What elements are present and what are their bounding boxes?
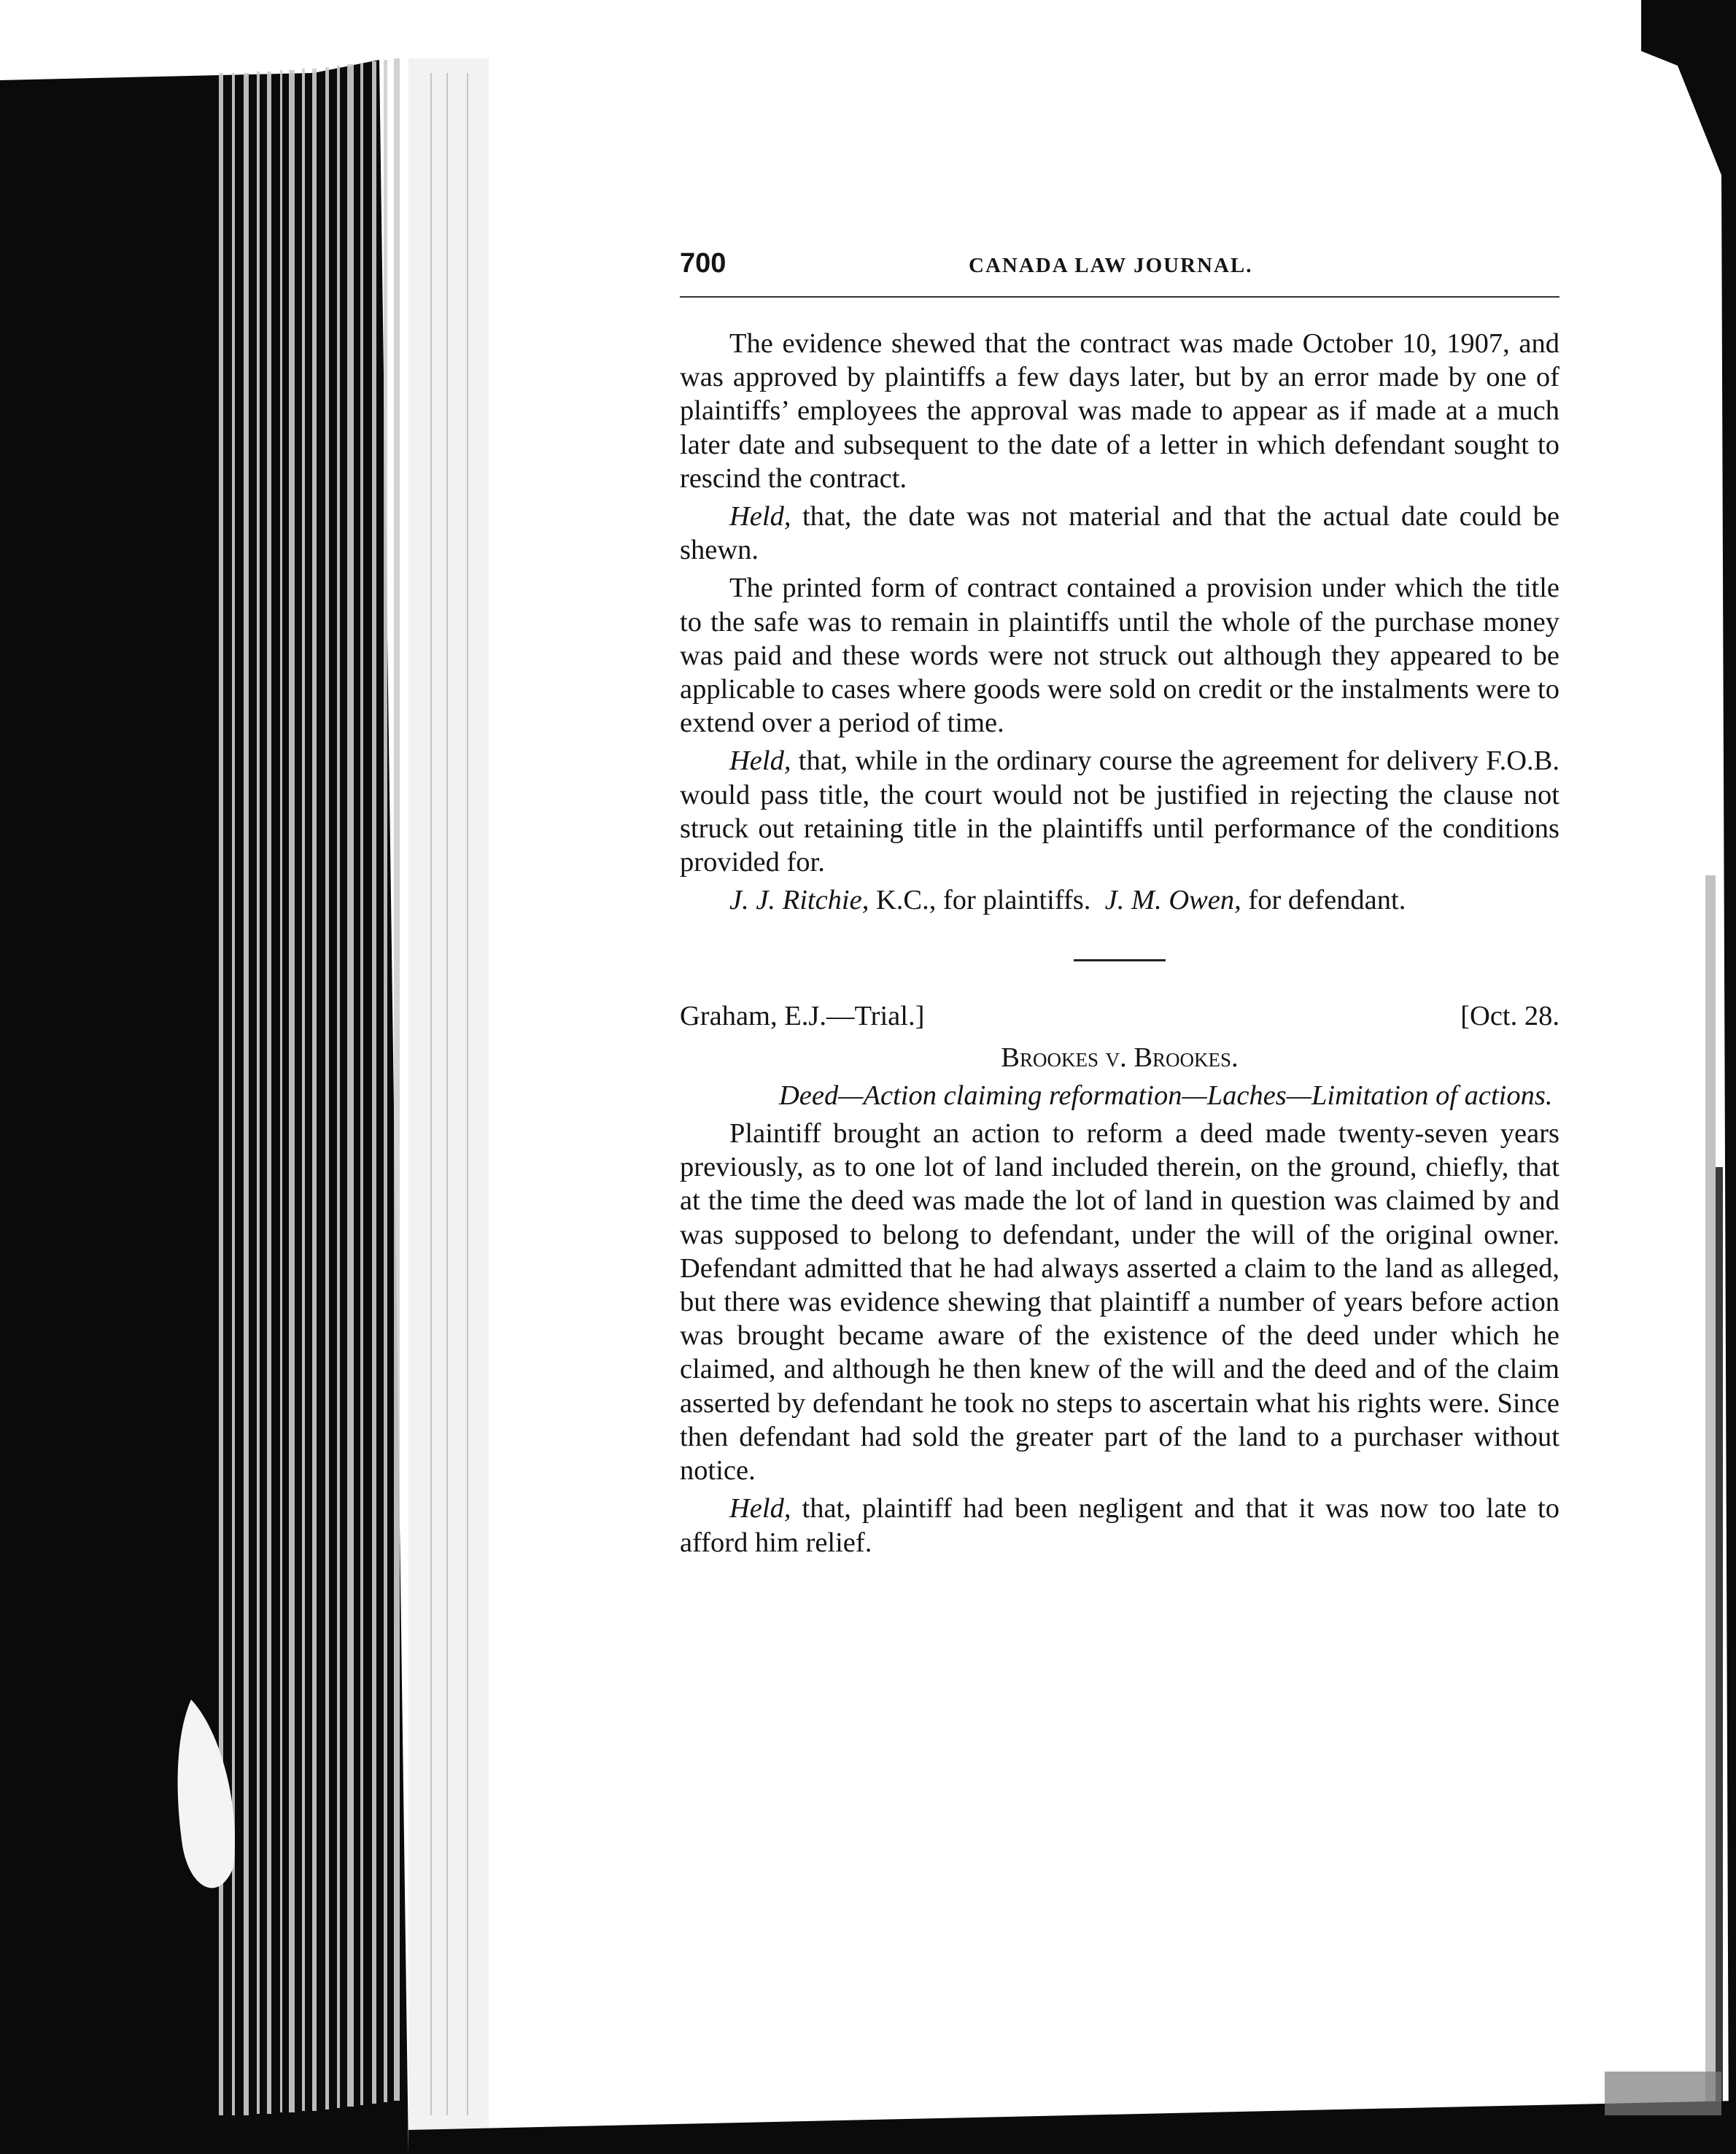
court-line <box>680 999 1559 1033</box>
held-text: that, the date was not material and that the actual date could be shewn. <box>680 501 1559 566</box>
page-number: 700 <box>680 248 726 279</box>
court-judge: Graham, E.J.—Trial.] <box>680 1001 925 1032</box>
header-rule <box>680 296 1559 298</box>
held-text: that, while in the ordinary course the agreement for delivery F.O.B. would pass title, the court would not be justified in rejecting the clause not struck out retaining title in the plaintiffs until performance of the conditions provided for. <box>680 745 1559 878</box>
case2-paragraph-facts: Plaintiff brought an action to reform a deed made twenty-seven years previously, as to one lot of land included therein, on the ground, chiefly, that at the time the deed was made the lot of land in question was claimed by and was supposed to belong to defendant, under the will of the original owner. Defendant admitted that he had always asserted a claim to the land as alleged, but there was evidence shewing that plaintiff a number of years before action was brought became aware of the existence of the deed under which he claimed, and although he then knew of the will and the deed and of the claim asserted by defendant he took no steps to ascertain what his rights were. Since then defendant had sold the greater part of the land to a purchaser without notice. <box>680 1118 1559 1487</box>
catchwords-text: Deed—Action claiming reformation—Laches—Limitation of actions. <box>779 1080 1553 1111</box>
catchwords <box>680 1079 1559 1112</box>
case2-held <box>680 1492 1559 1559</box>
article-body <box>680 327 1559 1564</box>
counsel-plaintiff-role: K.C., for plaintiffs. <box>869 885 1091 916</box>
counsel-defendant-role: for defendant. <box>1241 885 1406 916</box>
case-date: [Oct. 28. <box>1460 1001 1559 1032</box>
counsel-defendant-name: J. M. Owen, <box>1104 885 1241 916</box>
counsel-plaintiff-name: J. J. Ritchie, <box>729 885 869 916</box>
case1-held-date <box>680 500 1559 567</box>
held-text: that, plaintiff had been negligent and that it was now too late to afford him relief. <box>680 1493 1559 1558</box>
case1-counsel <box>680 883 1559 917</box>
held-label: Held, <box>729 1493 791 1525</box>
running-header <box>680 248 1559 289</box>
case-separator <box>1074 959 1166 961</box>
case-title: Brookes v. Brookes. <box>1001 1042 1239 1073</box>
case1-paragraph-contract: The printed form of contract contained a provision under which the title to the safe was to remain in plaintiffs until the whole of the purchase money was paid and these words were not struck out although they appeared to be applicable to cases where goods were sold on credit or the instalments were to extend over a period of time. <box>680 573 1559 739</box>
page-content <box>680 248 1559 1558</box>
case1-held-title <box>680 744 1559 879</box>
held-label: Held, <box>729 745 791 777</box>
journal-title: CANADA LAW JOURNAL. <box>969 254 1253 277</box>
case1-paragraph-evidence: The evidence shewed that the contract was made October 10, 1907, and was approved by plaintiffs a few days later, but by an error made by one of plaintiffs’ employees the approval was made to appear as if made at a much later date and subsequent to the date of a letter in which defendant sought to rescind the contract. <box>680 328 1559 494</box>
held-label: Held, <box>729 501 791 532</box>
